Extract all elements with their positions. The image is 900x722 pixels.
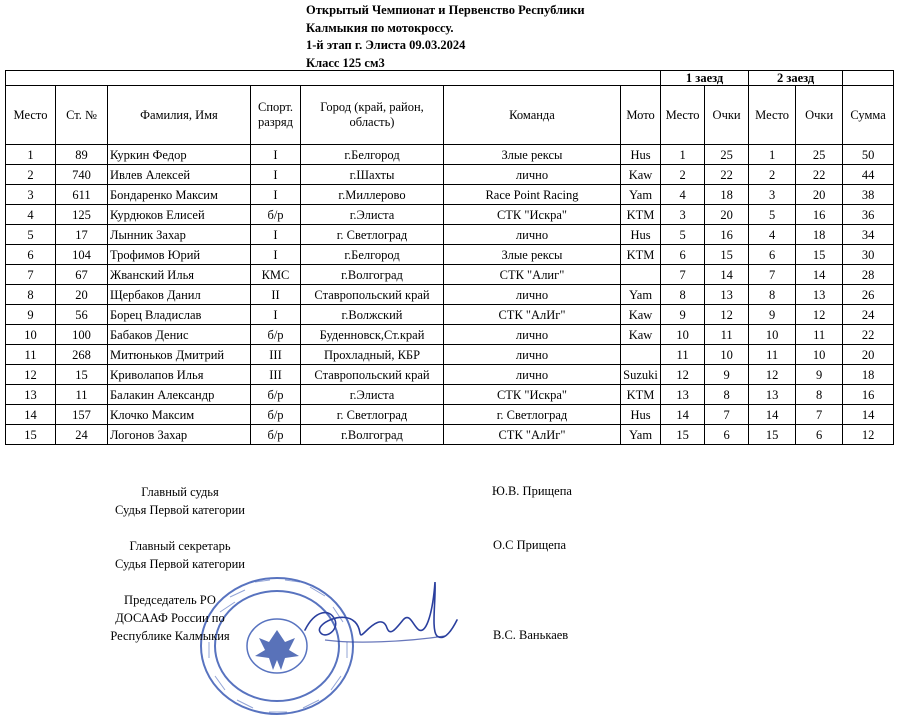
table-row <box>6 205 894 225</box>
cell-race1-place: 5 <box>661 225 705 245</box>
cell-city: Ставропольский край <box>301 365 444 385</box>
header-class-line: Класс 125 см3 <box>306 55 385 70</box>
cell-sum: 18 <box>843 365 894 385</box>
race2-group-header: 2 заезд <box>749 71 843 86</box>
cell-race1-points: 13 <box>705 285 749 305</box>
cell-race1-points: 9 <box>705 365 749 385</box>
cell-race1-place: 7 <box>661 265 705 285</box>
cell-city: г.Белгород <box>301 145 444 165</box>
cell-start-number: 100 <box>56 325 108 345</box>
cell-moto: Kaw <box>621 305 661 325</box>
cell-city: г. Светлоград <box>301 405 444 425</box>
results-body <box>6 145 894 445</box>
cell-moto: Yam <box>621 185 661 205</box>
cell-rank: I <box>251 225 301 245</box>
cell-place: 10 <box>6 325 56 345</box>
cell-sum: 34 <box>843 225 894 245</box>
col-header-start-number: Ст. № <box>56 86 108 145</box>
cell-sum: 12 <box>843 425 894 445</box>
table-row <box>6 385 894 405</box>
chair-name: В.С. Ванькаев <box>493 628 569 642</box>
cell-place: 3 <box>6 185 56 205</box>
cell-rank: I <box>251 185 301 205</box>
col-header-team: Команда <box>444 86 621 145</box>
cell-race2-place: 10 <box>749 325 796 345</box>
cell-rank: б/р <box>251 405 301 425</box>
cell-name: Куркин Федор <box>108 145 251 165</box>
cell-city: г.Волгоград <box>301 265 444 285</box>
cell-moto <box>621 265 661 285</box>
cell-race1-place: 14 <box>661 405 705 425</box>
cell-race2-points: 12 <box>796 305 843 325</box>
cell-rank: б/р <box>251 325 301 345</box>
cell-race2-points: 20 <box>796 185 843 205</box>
header-stage-line: 1-й этап г. Элиста 09.03.2024 <box>306 38 466 52</box>
table-row <box>6 405 894 425</box>
cell-race1-points: 6 <box>705 425 749 445</box>
cell-rank: б/р <box>251 425 301 445</box>
cell-team: СТК "Искра" <box>444 385 621 405</box>
cell-moto <box>621 345 661 365</box>
cell-moto: Kaw <box>621 325 661 345</box>
cell-race2-points: 10 <box>796 345 843 365</box>
cell-race2-place: 5 <box>749 205 796 225</box>
cell-start-number: 67 <box>56 265 108 285</box>
col-header-moto: Мото <box>621 86 661 145</box>
cell-race2-place: 1 <box>749 145 796 165</box>
cell-rank: III <box>251 345 301 365</box>
cell-name: Логонов Захар <box>108 425 251 445</box>
cell-rank: I <box>251 305 301 325</box>
cell-team: СТК "АлИг" <box>444 425 621 445</box>
cell-team: Race Point Racing <box>444 185 621 205</box>
cell-start-number: 20 <box>56 285 108 305</box>
chair-title-line1: Председатель РО <box>124 593 216 607</box>
cell-race2-points: 15 <box>796 245 843 265</box>
cell-race1-points: 7 <box>705 405 749 425</box>
table-row <box>6 285 894 305</box>
cell-moto: Suzuki <box>621 365 661 385</box>
cell-race2-points: 25 <box>796 145 843 165</box>
cell-name: Жванский Илья <box>108 265 251 285</box>
cell-sum: 22 <box>843 325 894 345</box>
cell-name: Ивлев Алексей <box>108 165 251 185</box>
cell-start-number: 268 <box>56 345 108 365</box>
cell-race1-place: 6 <box>661 245 705 265</box>
cell-team: г. Светлоград <box>444 405 621 425</box>
cell-race2-points: 6 <box>796 425 843 445</box>
cell-place: 7 <box>6 265 56 285</box>
cell-race2-points: 7 <box>796 405 843 425</box>
cell-race1-place: 4 <box>661 185 705 205</box>
cell-race1-points: 20 <box>705 205 749 225</box>
cell-race1-points: 22 <box>705 165 749 185</box>
col-header-city: Город (край, район, область) <box>301 86 444 145</box>
cell-start-number: 11 <box>56 385 108 405</box>
cell-race1-points: 16 <box>705 225 749 245</box>
cell-name: Щербаков Данил <box>108 285 251 305</box>
cell-race2-place: 14 <box>749 405 796 425</box>
table-row <box>6 365 894 385</box>
cell-city: г.Элиста <box>301 205 444 225</box>
group-header-row <box>6 71 894 86</box>
cell-race1-points: 14 <box>705 265 749 285</box>
cell-moto: KTM <box>621 245 661 265</box>
cell-race2-place: 7 <box>749 265 796 285</box>
cell-race2-points: 14 <box>796 265 843 285</box>
cell-moto: Yam <box>621 425 661 445</box>
cell-race1-points: 25 <box>705 145 749 165</box>
table-row <box>6 305 894 325</box>
cell-race2-place: 6 <box>749 245 796 265</box>
cell-city: Ставропольский край <box>301 285 444 305</box>
cell-race1-place: 9 <box>661 305 705 325</box>
cell-team: лично <box>444 325 621 345</box>
table-row <box>6 185 894 205</box>
chair-title-line2: ДОСААФ России по <box>115 611 225 625</box>
cell-rank: КМС <box>251 265 301 285</box>
cell-name: Бабаков Денис <box>108 325 251 345</box>
cell-sum: 38 <box>843 185 894 205</box>
table-row <box>6 145 894 165</box>
cell-sum: 28 <box>843 265 894 285</box>
cell-race2-place: 3 <box>749 185 796 205</box>
cell-sum: 26 <box>843 285 894 305</box>
cell-moto: Hus <box>621 405 661 425</box>
cell-city: г. Светлоград <box>301 225 444 245</box>
cell-sum: 20 <box>843 345 894 365</box>
cell-race1-place: 13 <box>661 385 705 405</box>
cell-race1-place: 11 <box>661 345 705 365</box>
cell-city: Буденновск,Ст.край <box>301 325 444 345</box>
cell-sum: 36 <box>843 205 894 225</box>
judge-name: Ю.В. Прищепа <box>492 484 572 498</box>
cell-start-number: 89 <box>56 145 108 165</box>
secretary-name: О.С Прищепа <box>493 538 566 552</box>
cell-race1-points: 12 <box>705 305 749 325</box>
cell-team: Злые рексы <box>444 145 621 165</box>
table-row <box>6 325 894 345</box>
cell-race2-place: 9 <box>749 305 796 325</box>
cell-city: г.Волгоград <box>301 425 444 445</box>
col-header-place: Место <box>6 86 56 145</box>
cell-start-number: 17 <box>56 225 108 245</box>
header-title-line2: Калмыкия по мотокроссу. <box>306 20 454 35</box>
table-row <box>6 425 894 445</box>
cell-sum: 16 <box>843 385 894 405</box>
cell-sum: 50 <box>843 145 894 165</box>
header-title-line1: Открытый Чемпионат и Первенство Республики <box>306 3 585 17</box>
cell-race1-place: 1 <box>661 145 705 165</box>
cell-team: лично <box>444 365 621 385</box>
race1-group-header: 1 заезд <box>661 71 749 86</box>
judge-title <box>100 483 260 519</box>
cell-rank: III <box>251 365 301 385</box>
table-row <box>6 245 894 265</box>
cell-team: СТК "Искра" <box>444 205 621 225</box>
cell-race2-points: 18 <box>796 225 843 245</box>
cell-moto: KTM <box>621 205 661 225</box>
cell-place: 6 <box>6 245 56 265</box>
cell-city: г.Миллерово <box>301 185 444 205</box>
cell-start-number: 104 <box>56 245 108 265</box>
cell-start-number: 611 <box>56 185 108 205</box>
cell-race2-points: 8 <box>796 385 843 405</box>
cell-city: г.Шахты <box>301 165 444 185</box>
table-row <box>6 165 894 185</box>
chair-title <box>95 591 245 645</box>
cell-city: г.Волжский <box>301 305 444 325</box>
col-header-race1-place: Место <box>661 86 705 145</box>
cell-place: 1 <box>6 145 56 165</box>
cell-moto: Hus <box>621 145 661 165</box>
cell-team: лично <box>444 225 621 245</box>
cell-race2-place: 11 <box>749 345 796 365</box>
cell-race2-place: 15 <box>749 425 796 445</box>
cell-name: Борец Владислав <box>108 305 251 325</box>
cell-name: Клочко Максим <box>108 405 251 425</box>
col-header-rank: Спорт. разряд <box>251 86 301 145</box>
cell-moto: Kaw <box>621 165 661 185</box>
cell-rank: I <box>251 145 301 165</box>
secretary-title-line1: Главный секретарь <box>129 539 231 553</box>
cell-place: 4 <box>6 205 56 225</box>
cell-race2-place: 4 <box>749 225 796 245</box>
cell-moto: Hus <box>621 225 661 245</box>
secretary-title <box>100 537 260 573</box>
cell-name: Трофимов Юрий <box>108 245 251 265</box>
cell-name: Митюньков Дмитрий <box>108 345 251 365</box>
cell-place: 13 <box>6 385 56 405</box>
cell-race2-points: 22 <box>796 165 843 185</box>
cell-name: Лынник Захар <box>108 225 251 245</box>
cell-start-number: 56 <box>56 305 108 325</box>
cell-city: г.Элиста <box>301 385 444 405</box>
cell-place: 15 <box>6 425 56 445</box>
secretary-title-line2: Судья Первой категории <box>115 557 245 571</box>
column-header-row <box>6 86 894 145</box>
cell-name: Бондаренко Максим <box>108 185 251 205</box>
results-table <box>5 70 894 445</box>
cell-team: лично <box>444 345 621 365</box>
cell-rank: I <box>251 245 301 265</box>
cell-place: 12 <box>6 365 56 385</box>
col-header-race2-points: Очки <box>796 86 843 145</box>
document-header <box>306 2 585 72</box>
cell-place: 11 <box>6 345 56 365</box>
cell-city: Прохладный, КБР <box>301 345 444 365</box>
cell-race2-points: 13 <box>796 285 843 305</box>
cell-place: 5 <box>6 225 56 245</box>
cell-race1-place: 2 <box>661 165 705 185</box>
col-header-sum: Сумма <box>843 86 894 145</box>
judge-title-line1: Главный судья <box>141 485 219 499</box>
cell-race1-place: 10 <box>661 325 705 345</box>
cell-start-number: 157 <box>56 405 108 425</box>
cell-sum: 30 <box>843 245 894 265</box>
cell-name: Балакин Александр <box>108 385 251 405</box>
cell-start-number: 15 <box>56 365 108 385</box>
cell-place: 2 <box>6 165 56 185</box>
table-row <box>6 225 894 245</box>
cell-race2-place: 12 <box>749 365 796 385</box>
judge-title-line2: Судья Первой категории <box>115 503 245 517</box>
cell-moto: Yam <box>621 285 661 305</box>
cell-race1-place: 12 <box>661 365 705 385</box>
cell-race1-points: 8 <box>705 385 749 405</box>
cell-city: г.Белгород <box>301 245 444 265</box>
cell-rank: б/р <box>251 385 301 405</box>
cell-place: 14 <box>6 405 56 425</box>
cell-rank: б/р <box>251 205 301 225</box>
cell-race2-points: 9 <box>796 365 843 385</box>
cell-team: СТК "АлИг" <box>444 305 621 325</box>
cell-rank: I <box>251 165 301 185</box>
col-header-race2-place: Место <box>749 86 796 145</box>
cell-race1-place: 3 <box>661 205 705 225</box>
cell-race1-points: 18 <box>705 185 749 205</box>
cell-sum: 44 <box>843 165 894 185</box>
cell-name: Криволапов Илья <box>108 365 251 385</box>
cell-race1-place: 15 <box>661 425 705 445</box>
cell-race1-place: 8 <box>661 285 705 305</box>
table-row <box>6 345 894 365</box>
cell-race2-points: 11 <box>796 325 843 345</box>
table-row <box>6 265 894 285</box>
col-header-name: Фамилия, Имя <box>108 86 251 145</box>
cell-race1-points: 11 <box>705 325 749 345</box>
cell-place: 9 <box>6 305 56 325</box>
cell-race2-place: 8 <box>749 285 796 305</box>
cell-start-number: 125 <box>56 205 108 225</box>
cell-team: лично <box>444 285 621 305</box>
cell-start-number: 740 <box>56 165 108 185</box>
chair-title-line3: Республике Калмыкия <box>110 629 230 643</box>
cell-sum: 24 <box>843 305 894 325</box>
cell-race1-points: 10 <box>705 345 749 365</box>
cell-sum: 14 <box>843 405 894 425</box>
cell-start-number: 24 <box>56 425 108 445</box>
col-header-race1-points: Очки <box>705 86 749 145</box>
cell-race2-place: 2 <box>749 165 796 185</box>
cell-team: Злые рексы <box>444 245 621 265</box>
cell-place: 8 <box>6 285 56 305</box>
cell-team: лично <box>444 165 621 185</box>
cell-rank: II <box>251 285 301 305</box>
cell-race2-points: 16 <box>796 205 843 225</box>
handwritten-signature <box>295 570 465 660</box>
cell-team: СТК "Алиг" <box>444 265 621 285</box>
cell-moto: KTM <box>621 385 661 405</box>
cell-name: Курдюков Елисей <box>108 205 251 225</box>
cell-race2-place: 13 <box>749 385 796 405</box>
cell-race1-points: 15 <box>705 245 749 265</box>
